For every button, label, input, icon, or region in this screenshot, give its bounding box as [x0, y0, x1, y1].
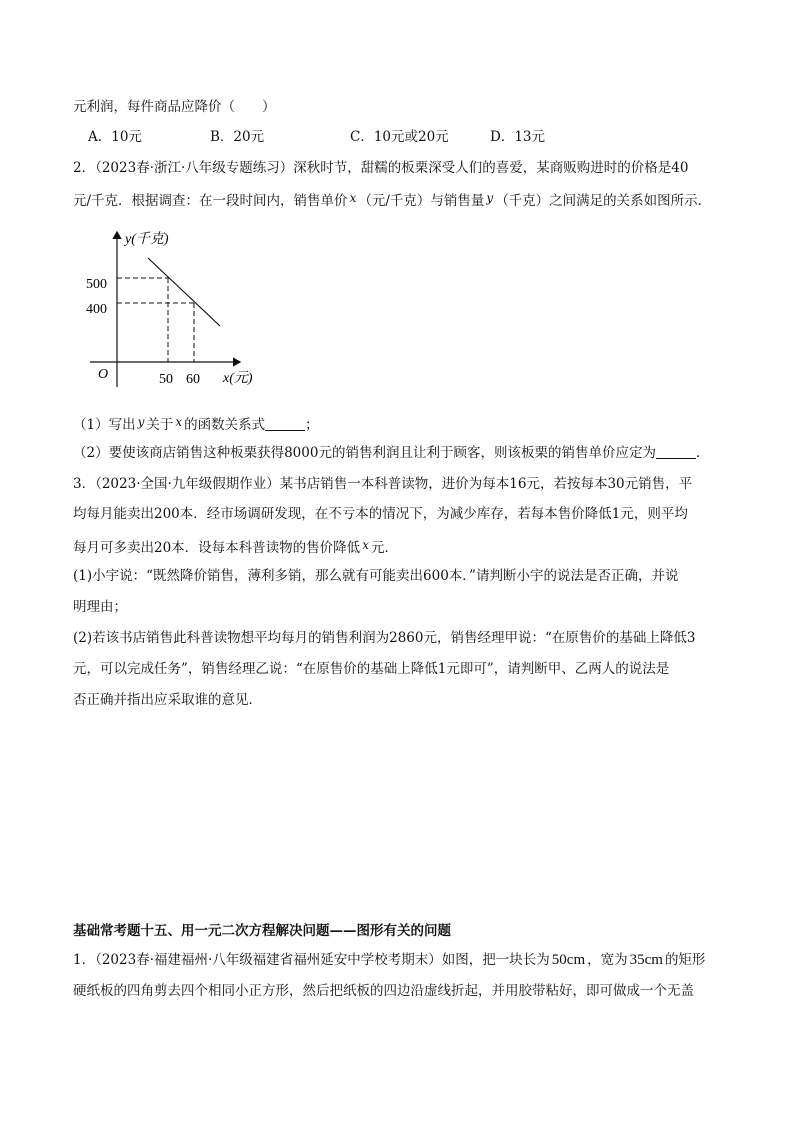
- q2-part1-c: 的函数关系式: [184, 417, 266, 433]
- var-x: x: [175, 415, 183, 429]
- q2-part1-a: （1）写出: [73, 417, 136, 433]
- y-tick-400: 400: [86, 302, 107, 317]
- q2-part2-a: （2）要使该商店销售这种板栗获得8000元的销售利润且让利于顾客，则该板栗的销售单价应定为: [73, 445, 656, 461]
- q3-part1-line2: 明理由；: [73, 599, 127, 615]
- q2-line1: 2．（2023春·浙江·八年级专题练习）深秋时节，甜糯的板栗深受人们的喜爱，某商贩购进时的价格是40: [73, 160, 689, 176]
- answer-blank[interactable]: [656, 446, 696, 459]
- length-value: 50cm: [551, 952, 586, 968]
- q2-line2-a: 元/千克．根据调查：在一段时间内，销售单价: [73, 193, 348, 209]
- section-q1-c: 的矩形: [664, 952, 706, 968]
- x-axis-label: x(元): [223, 371, 253, 386]
- option-d: D．13元: [490, 129, 546, 145]
- q2-part1-d: ；: [305, 417, 319, 433]
- q3-part2-line3: 否正确并指出应采取谁的意见．: [73, 692, 262, 708]
- q2-line2-c: （千克）之间满足的关系如图所示．: [495, 193, 712, 209]
- q3-line1: 3．（2023·全国·九年级假期作业）某书店销售一本科普读物，进价为每本16元，若按每本30元销售，平: [73, 476, 693, 492]
- y-axis-label: y(千克): [125, 232, 169, 247]
- var-x: x: [362, 538, 369, 552]
- q3-part2-line2: 元，可以完成任务”，销售经理乙说：“在原售价的基础上降低1元即可”，请判断甲、乙两人的说法是: [73, 661, 670, 677]
- q1-tail-text: 元利润，每件商品应降价（ ）: [73, 99, 276, 115]
- section-q1-line2: 硬纸板的四角剪去四个相同小正方形，然后把纸板的四边沿虚线折起，并用胶带粘好，即可做成一个无盖: [73, 983, 694, 999]
- q2-part1-b: 关于: [146, 417, 174, 433]
- q3-part1-line1: (1)小宇说：“既然降价销售，薄利多销，那么就有可能卖出600本．”请判断小宇的说法是否正确，并说: [73, 568, 679, 584]
- q3-line2: 均每月能卖出200本．经市场调研发现，在不亏本的情况下，为减少库存，若每本售价降低1元，则平均: [73, 506, 688, 522]
- y-tick-500: 500: [86, 277, 107, 292]
- price-sales-graph: [80, 222, 270, 397]
- section-q1-b: ，宽为: [587, 952, 628, 968]
- q3-line3-b: 元．: [370, 540, 398, 556]
- section-q1-line1: [73, 951, 705, 969]
- origin-label: O: [98, 367, 109, 382]
- x-tick-60: 60: [186, 372, 200, 387]
- q2-part2: [73, 444, 709, 462]
- width-value: 35cm: [629, 952, 663, 968]
- section-heading: 基础常考题十五、用一元二次方程解决问题——图形有关的问题: [73, 923, 451, 939]
- q2-part1: [73, 413, 319, 434]
- q2-line2: [73, 189, 711, 210]
- q2-part2-b: ．: [695, 445, 710, 461]
- q2-line2-b: （元/千克）与销售量: [358, 193, 485, 209]
- option-c: C．10元或20元: [350, 129, 449, 145]
- var-y: y: [137, 415, 145, 429]
- var-x: x: [349, 191, 357, 205]
- q3-line3-a: 每月可多卖出20本．设每本科普读物的售价降低: [73, 540, 361, 556]
- option-b: B．20元: [210, 129, 265, 145]
- x-tick-50: 50: [159, 372, 173, 387]
- section-q1-a: 1．（2023春·福建福州·八年级福建省福州延安中学校考期末）如图，把一块长为: [73, 952, 550, 968]
- q3-line3: [73, 536, 398, 557]
- function-line: [148, 258, 220, 326]
- var-y: y: [486, 191, 494, 205]
- q3-part2-line1: (2)若该书店销售此科普读物想平均每月的销售利润为2860元，销售经理甲说：“在原售价的基础上降低3: [73, 630, 696, 646]
- option-a: A．10元: [88, 129, 142, 145]
- answer-blank[interactable]: [265, 418, 305, 431]
